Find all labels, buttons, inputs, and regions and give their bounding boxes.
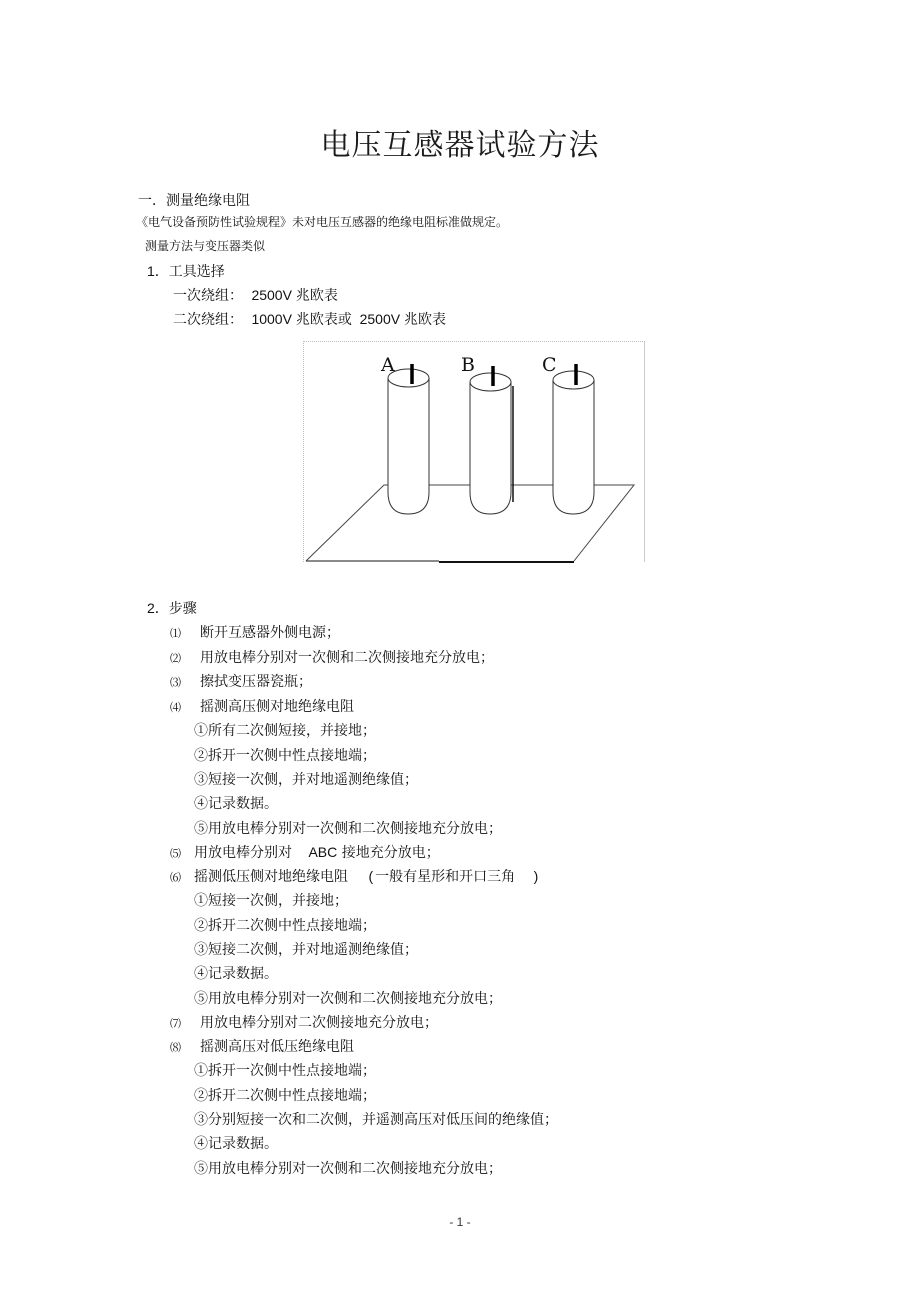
step-3 [170, 671, 312, 691]
step-5 [170, 842, 440, 862]
substep: ①所有二次侧短接，并接地； [194, 723, 376, 739]
section-heading: 一．测量绝缘电阻 [138, 193, 250, 209]
step-text: 摇测低压侧对地绝缘电阻 [194, 869, 348, 885]
step-number: ⑻ [170, 1041, 181, 1054]
substep: ④记录数据。 [194, 796, 278, 812]
step-text: 摇测高压侧对地绝缘电阻 [200, 699, 354, 715]
substep: ②拆开二次侧中性点接地端； [194, 1088, 376, 1104]
substep: ③分别短接一次和二次侧，并遥测高压对低压间的绝缘值； [194, 1112, 558, 1128]
substep: ④记录数据。 [194, 1136, 278, 1152]
step-text: 摇测高压对低压绝缘电阻 [200, 1039, 354, 1055]
regulation-note: 《电气设备预防性试验规程》未对电压互感器的绝缘电阻标准做规定。 [136, 215, 509, 229]
tool-item-primary [173, 285, 338, 305]
step-number: ⑴ [170, 627, 181, 640]
step-number: ⑷ [170, 701, 181, 714]
step-7 [170, 1012, 438, 1032]
step-4 [170, 696, 354, 716]
paren-close: ) [533, 868, 539, 884]
substep: ①拆开一次侧中性点接地端； [194, 1063, 376, 1079]
step-text: 用放电棒分别对一次侧和二次侧接地充分放电； [200, 650, 494, 666]
step-text: 接地充分放电； [341, 845, 440, 861]
substep: ①短接一次侧，并接地； [194, 893, 348, 909]
substep: ⑤用放电棒分别对一次侧和二次侧接地充分放电； [194, 991, 502, 1007]
cylinder-c [542, 354, 594, 514]
page-title: 电压互感器试验方法 [320, 128, 600, 163]
step-2 [170, 647, 494, 667]
subsection-title: 工具选择 [168, 264, 225, 280]
label-c: C [542, 354, 557, 376]
substep: ④记录数据。 [194, 966, 278, 982]
step-text: 用放电棒分别对 [194, 845, 292, 861]
substep: ⑤用放电棒分别对一次侧和二次侧接地充分放电； [194, 1161, 502, 1177]
cylinder-a [380, 354, 429, 514]
substep: ③短接一次侧，并对地遥测绝缘值； [194, 772, 418, 788]
subsection-title: 步骤 [168, 601, 197, 617]
substep: ③短接二次侧，并对地遥测绝缘值； [194, 942, 418, 958]
tool-value: 2500V 兆欧表 [251, 287, 338, 303]
label-b: B [461, 354, 475, 376]
insulator-diagram [303, 341, 645, 562]
substep: ②拆开一次侧中性点接地端； [194, 748, 376, 764]
step-text-phases: ABC [308, 844, 338, 860]
substep: ⑤用放电棒分别对一次侧和二次侧接地充分放电； [194, 821, 502, 837]
step-text: 断开互感器外侧电源； [200, 625, 340, 641]
subsection-number: 1． [147, 263, 169, 279]
tool-value: 1000V 兆欧表或 2500V 兆欧表 [251, 311, 446, 327]
method-note: 测量方法与变压器类似 [145, 239, 266, 253]
substep: ②拆开二次侧中性点接地端； [194, 918, 376, 934]
cylinders-figure [304, 342, 646, 563]
label-a: A [381, 354, 395, 376]
step-6 [170, 866, 538, 886]
page-number: - 1 - [449, 1215, 471, 1229]
step-note: 一般有星形和开口三角 [375, 869, 516, 885]
subsection-heading-steps [147, 598, 197, 618]
step-number: ⑹ [170, 871, 181, 884]
tool-item-secondary [173, 309, 446, 329]
step-text: 用放电棒分别对二次侧接地充分放电； [200, 1015, 438, 1031]
subsection-number: 2． [147, 600, 169, 616]
cylinder-b [461, 354, 513, 514]
step-number: ⑶ [170, 676, 181, 689]
subsection-heading-tools [147, 261, 225, 281]
tool-label: 二次绕组： [173, 312, 243, 328]
paren-open: ( [368, 868, 374, 884]
step-8 [170, 1036, 354, 1056]
step-number: ⑸ [170, 847, 181, 860]
step-text: 擦拭变压器瓷瓶； [200, 674, 312, 690]
step-1 [170, 622, 340, 642]
step-number: ⑺ [170, 1017, 181, 1030]
step-number: ⑵ [170, 652, 181, 665]
tool-label: 一次绕组： [173, 288, 243, 304]
